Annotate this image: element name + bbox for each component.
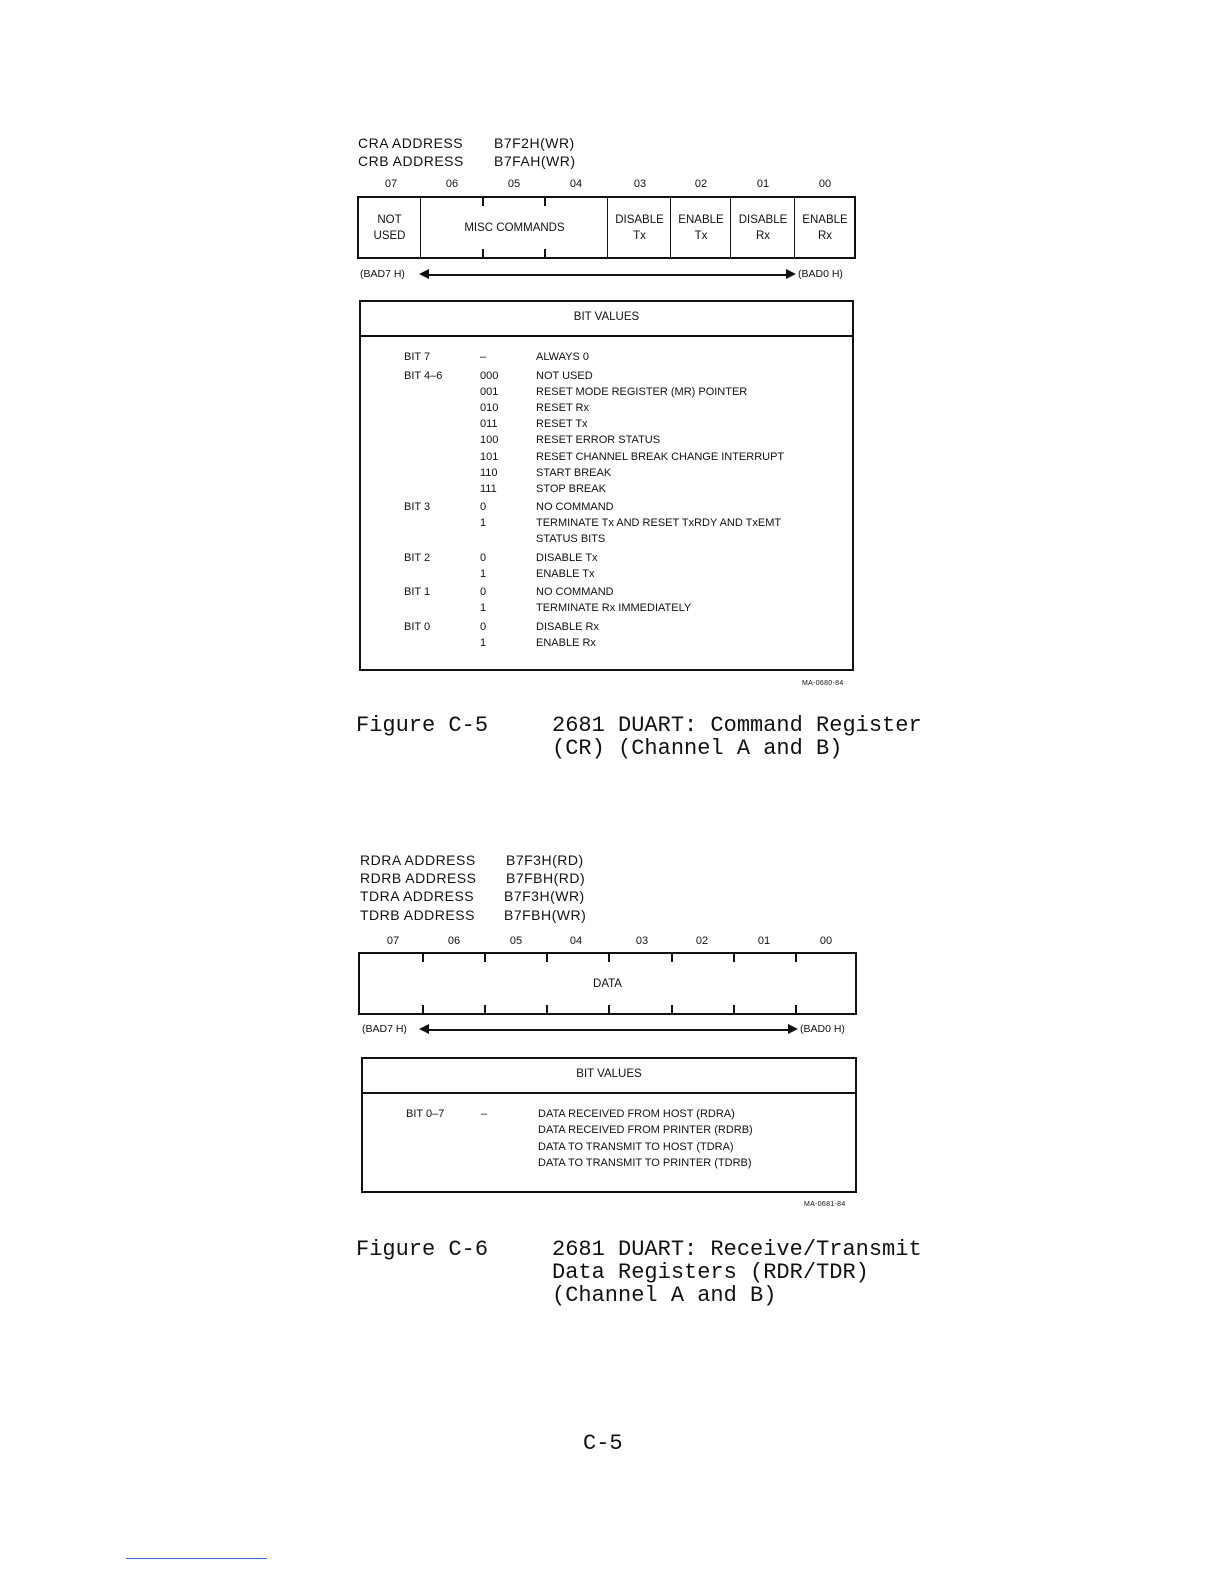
- bit-desc: NO COMMAND: [536, 501, 614, 513]
- figure-title-line-1: 2681 DUART: Receive/Transmit: [552, 1237, 922, 1262]
- bit-number: 01: [757, 935, 771, 947]
- bit-desc: NO COMMAND: [536, 586, 614, 598]
- command-register-diagram: [357, 196, 856, 259]
- crb-address-label: CRB ADDRESS: [358, 153, 464, 169]
- bit-number: 06: [445, 178, 459, 190]
- figure-title-line-3: (Channel A and B): [552, 1283, 777, 1308]
- bit-number: 00: [818, 178, 832, 190]
- bit-number: 05: [509, 935, 523, 947]
- bit-value: 011: [480, 418, 498, 430]
- range-left-label: (BAD7 H): [360, 268, 405, 280]
- bit-number: 02: [694, 178, 708, 190]
- bit-value: 111: [480, 483, 497, 495]
- bit-divider-tick: [795, 954, 797, 962]
- bit-number: 04: [569, 935, 583, 947]
- bit-divider-tick: [733, 954, 735, 962]
- page-number: C-5: [583, 1431, 623, 1456]
- bit-desc: ALWAYS 0: [536, 351, 589, 363]
- bit-number: 04: [569, 178, 583, 190]
- tdra-address-value: B7F3H(WR): [504, 888, 585, 904]
- bit-number: 07: [384, 178, 398, 190]
- bit-desc: RESET Rx: [536, 402, 589, 414]
- field-disable-tx: DISABLE Tx: [607, 198, 671, 257]
- bit-number: 02: [695, 935, 709, 947]
- bit-values-title: BIT VALUES: [363, 1059, 855, 1094]
- data-register-diagram: [358, 952, 857, 1015]
- bit-values-title: BIT VALUES: [361, 302, 852, 337]
- bit-divider-tick: [484, 954, 486, 962]
- field-enable-rx: ENABLE Rx: [794, 198, 855, 257]
- bit-desc: DATA RECEIVED FROM PRINTER (RDRB): [538, 1124, 753, 1136]
- bit-value: 1: [480, 602, 487, 614]
- cra-address-value: B7F2H(WR): [494, 135, 575, 151]
- bit-number: 05: [507, 178, 521, 190]
- figure-title-line-2: (CR) (Channel A and B): [552, 736, 843, 761]
- figure-title-line-2: Data Registers (RDR/TDR): [552, 1260, 869, 1285]
- bit-number: 06: [447, 935, 461, 947]
- footnote-rule: [126, 1558, 267, 1559]
- field-disable-rx: DISABLE Rx: [730, 198, 795, 257]
- figure-title-line-1: 2681 DUART: Command Register: [552, 713, 922, 738]
- tdrb-address-value: B7FBH(WR): [504, 907, 587, 923]
- bit-divider-tick: [482, 249, 484, 257]
- bit-value: 1: [480, 517, 487, 529]
- bit-label: BIT 0: [404, 621, 431, 633]
- range-left-label: (BAD7 H): [362, 1023, 407, 1035]
- range-arrow-line: [428, 1029, 790, 1031]
- bit-divider-tick: [733, 1005, 735, 1013]
- tdrb-address-label: TDRB ADDRESS: [360, 907, 475, 923]
- bit-number: 03: [635, 935, 649, 947]
- figure-label: Figure C-6: [356, 1237, 489, 1262]
- bit-number: 07: [386, 935, 400, 947]
- bit-value: 0: [480, 501, 487, 513]
- bit-number: 01: [756, 178, 770, 190]
- field-enable-tx: ENABLE Tx: [670, 198, 731, 257]
- bit-desc: STATUS BITS: [536, 533, 606, 545]
- bit-value: –: [481, 1108, 488, 1120]
- bit-divider-tick: [482, 198, 484, 206]
- rdrb-address-label: RDRB ADDRESS: [360, 870, 477, 886]
- bit-desc: RESET CHANNEL BREAK CHANGE INTERRUPT: [536, 451, 785, 463]
- bit-value: 0: [480, 552, 487, 564]
- bit-desc: DATA TO TRANSMIT TO PRINTER (TDRB): [538, 1157, 752, 1169]
- figure-code: MA-0680-84: [802, 680, 844, 687]
- bit-value: 110: [480, 467, 498, 479]
- bit-value: 001: [480, 386, 499, 398]
- bit-desc: NOT USED: [536, 370, 593, 382]
- bit-value: –: [480, 351, 487, 363]
- bit-value: 1: [480, 637, 487, 649]
- range-arrow-line: [428, 274, 788, 276]
- range-right-label: (BAD0 H): [800, 1023, 845, 1035]
- bit-desc: DATA TO TRANSMIT TO HOST (TDRA): [538, 1141, 734, 1153]
- bit-desc: TERMINATE Tx AND RESET TxRDY AND TxEMT: [536, 517, 782, 529]
- crb-address-value: B7FAH(WR): [494, 153, 576, 169]
- bit-divider-tick: [544, 249, 546, 257]
- bit-divider-tick: [544, 198, 546, 206]
- rdra-address-label: RDRA ADDRESS: [360, 852, 476, 868]
- field-misc-commands: MISC COMMANDS: [420, 198, 608, 257]
- arrow-right-icon: [786, 269, 796, 279]
- bit-desc: ENABLE Rx: [536, 637, 596, 649]
- cra-address-label: CRA ADDRESS: [358, 135, 464, 151]
- bit-label: BIT 4–6: [404, 370, 443, 382]
- arrow-right-icon: [788, 1024, 798, 1034]
- bit-divider-tick: [671, 954, 673, 962]
- figure-code: MA-0681-84: [804, 1201, 846, 1208]
- bit-value: 010: [480, 402, 499, 414]
- bit-label: BIT 2: [404, 552, 431, 564]
- bit-number: 00: [819, 935, 833, 947]
- bit-values-table: [359, 300, 854, 671]
- bit-value: 0: [480, 621, 487, 633]
- rdrb-address-value: B7FBH(RD): [506, 870, 586, 886]
- bit-desc: DISABLE Tx: [536, 552, 598, 564]
- bit-value: 101: [480, 451, 499, 463]
- bit-divider-tick: [546, 954, 548, 962]
- bit-number: 03: [633, 178, 647, 190]
- bit-label: BIT 0–7: [406, 1108, 445, 1120]
- bit-divider-tick: [484, 1005, 486, 1013]
- rdra-address-value: B7F3H(RD): [506, 852, 584, 868]
- bit-desc: RESET Tx: [536, 418, 588, 430]
- bit-divider-tick: [422, 1005, 424, 1013]
- field-data: DATA: [593, 977, 622, 990]
- bit-divider-tick: [422, 954, 424, 962]
- bit-desc: START BREAK: [536, 467, 612, 479]
- bit-divider-tick: [608, 1005, 610, 1013]
- figure-label: Figure C-5: [356, 713, 489, 738]
- bit-value: 000: [480, 370, 499, 382]
- bit-label: BIT 3: [404, 501, 431, 513]
- bit-divider-tick: [608, 954, 610, 962]
- bit-desc: RESET MODE REGISTER (MR) POINTER: [536, 386, 748, 398]
- bit-label: BIT 1: [404, 586, 431, 598]
- range-right-label: (BAD0 H): [798, 268, 843, 280]
- bit-value: 0: [480, 586, 487, 598]
- bit-label: BIT 7: [404, 351, 431, 363]
- bit-desc: DISABLE Rx: [536, 621, 599, 633]
- bit-divider-tick: [546, 1005, 548, 1013]
- bit-desc: DATA RECEIVED FROM HOST (RDRA): [538, 1108, 735, 1120]
- bit-desc: TERMINATE Rx IMMEDIATELY: [536, 602, 692, 614]
- bit-desc: ENABLE Tx: [536, 568, 595, 580]
- bit-desc: RESET ERROR STATUS: [536, 434, 661, 446]
- field-not-used: NOT USED: [373, 213, 406, 242]
- bit-desc: STOP BREAK: [536, 483, 606, 495]
- bit-value: 1: [480, 568, 487, 580]
- bit-value: 100: [480, 434, 499, 446]
- tdra-address-label: TDRA ADDRESS: [360, 888, 475, 904]
- bit-divider-tick: [671, 1005, 673, 1013]
- bit-divider-tick: [795, 1005, 797, 1013]
